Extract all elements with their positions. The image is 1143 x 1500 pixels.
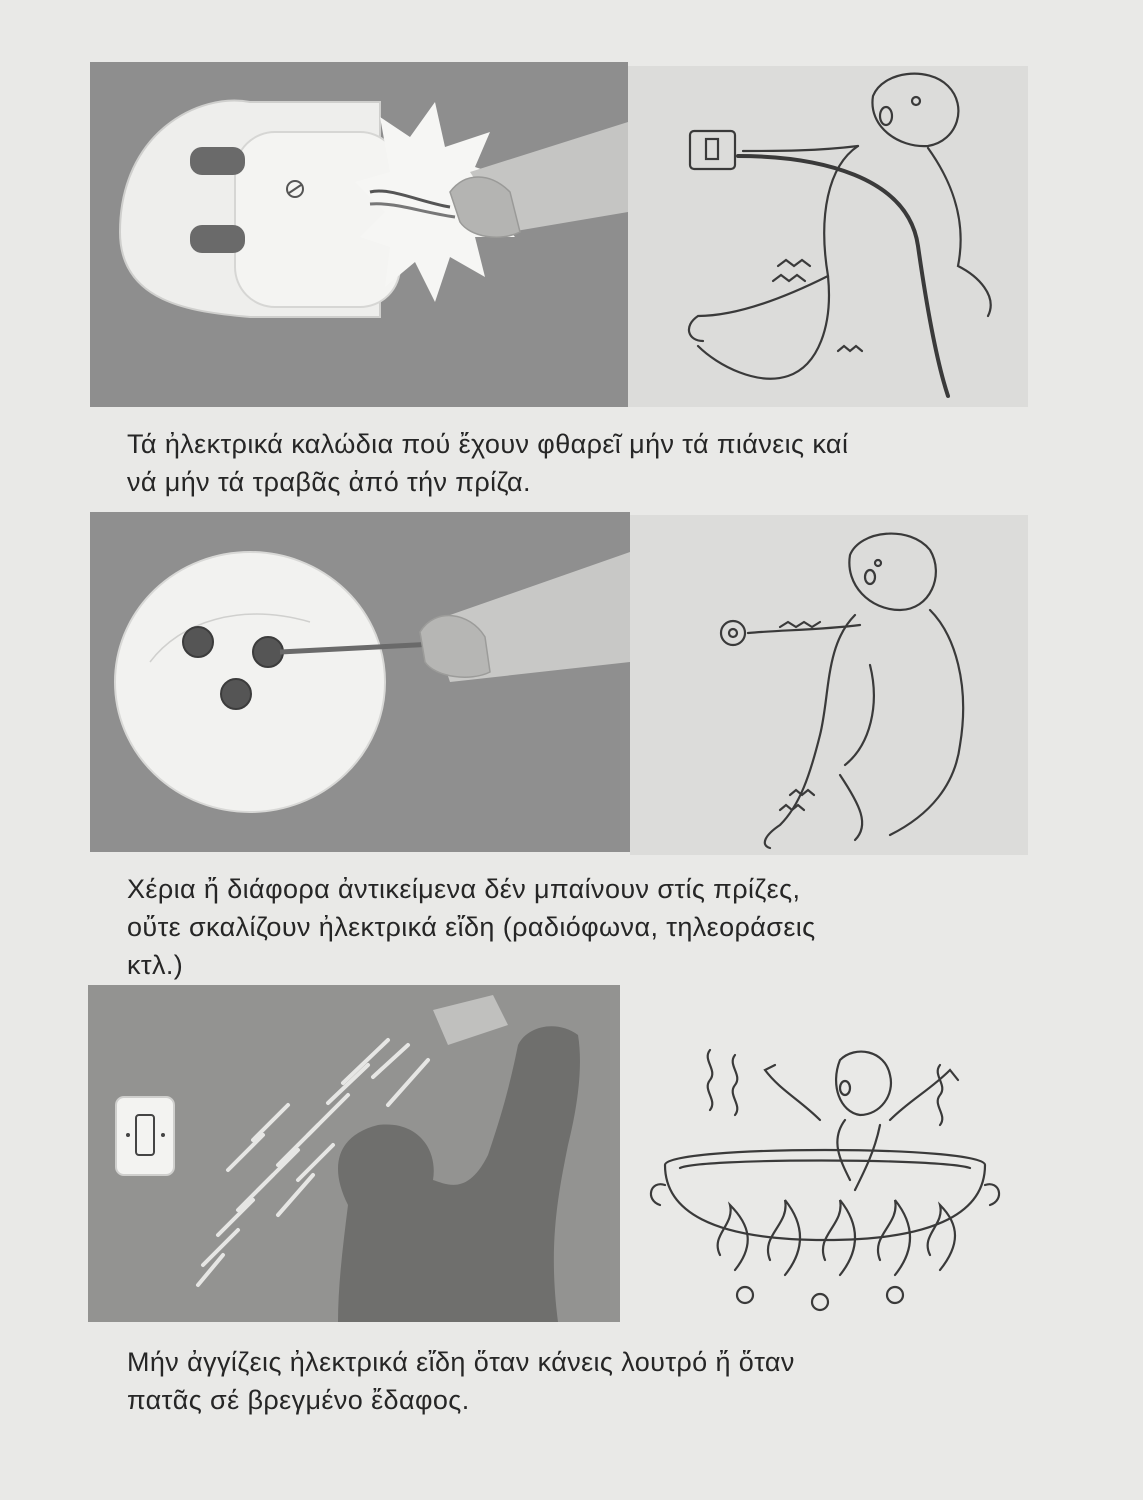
caption-3-line-2: πατᾶς σέ βρεγμένο ἔδαφος.	[127, 1385, 470, 1415]
shower-switch-illustration	[88, 985, 620, 1322]
caption-1-line-2: νά μήν τά τραβᾶς ἀπό τήν πρίζα.	[127, 467, 531, 497]
rod-in-socket-illustration	[90, 512, 630, 852]
child-in-tub-sketch-panel	[640, 1040, 1010, 1325]
child-in-tub-drawing	[640, 1040, 1010, 1325]
caption-2-line-3: κτλ.)	[127, 950, 184, 980]
shocked-child-sketch-panel-2	[630, 515, 1028, 855]
caption-1	[127, 425, 1007, 501]
caption-1-line-1: Τά ἠλεκτρικά καλώδια πού ἔχουν φθαρεῖ μήν τά πιάνεις καί	[127, 429, 849, 459]
damaged-plug-illustration	[90, 62, 628, 407]
plug-photo-panel	[90, 62, 628, 407]
shower-photo-panel	[88, 985, 620, 1322]
caption-3	[127, 1343, 1007, 1419]
caption-3-line-1: Μήν ἀγγίζεις ἠλεκτρικά εἴδη ὅταν κάνεις λουτρό ἤ ὅταν	[127, 1347, 795, 1377]
caption-2-line-1: Χέρια ἤ διάφορα ἀντικείμενα δέν μπαίνουν στίς πρίζες,	[127, 874, 801, 904]
caption-2	[127, 870, 1007, 984]
caption-2-line-2: οὔτε σκαλίζουν ἠλεκτρικά εἴδη (ραδιόφωνα, τηλεοράσεις	[127, 912, 816, 942]
finger-in-socket-drawing	[630, 515, 1028, 855]
shocked-child-sketch-panel	[628, 66, 1028, 407]
socket-photo-panel	[90, 512, 630, 852]
shocked-child-drawing	[628, 66, 1028, 407]
